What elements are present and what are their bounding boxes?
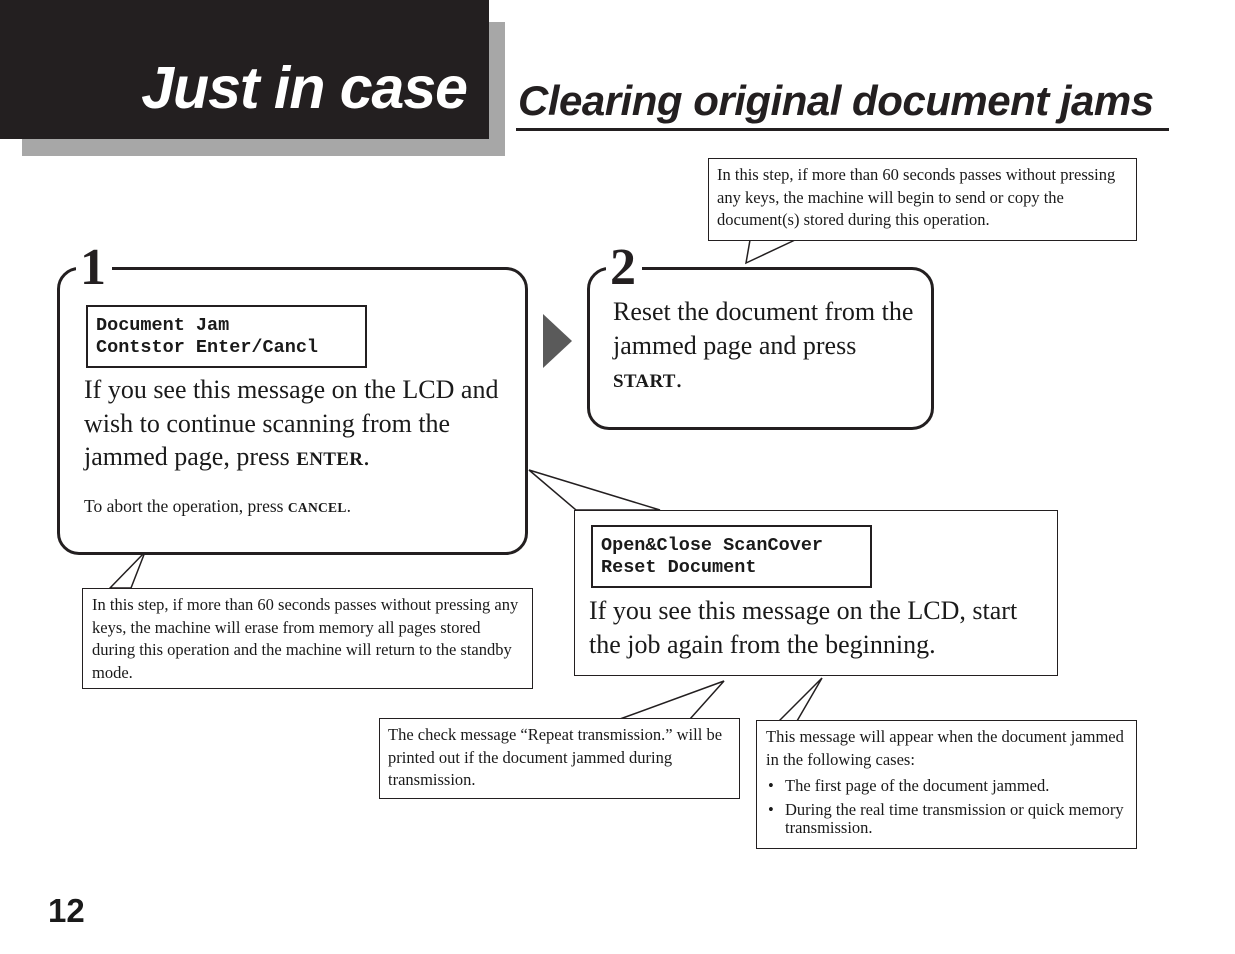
timeout-erase-note: In this step, if more than 60 seconds passes without pressing any keys, the machine will erase from memory all pages stored during this operation and the machine will return to the standby mode. bbox=[82, 588, 533, 689]
pointer-appear-note bbox=[779, 678, 822, 721]
step1-abort-instruction bbox=[84, 494, 351, 520]
timeout-send-note: In this step, if more than 60 seconds passes without pressing any keys, the machine will begin to send or copy the document(s) stored during this operation. bbox=[708, 158, 1137, 241]
lcd-line: Reset Document bbox=[601, 557, 757, 578]
appear-cases-note bbox=[756, 720, 1137, 849]
enter-key-label: ENTER bbox=[296, 449, 364, 470]
pointer-top-note bbox=[746, 240, 795, 263]
page-number: 12 bbox=[48, 892, 85, 929]
abort-text: To abort the operation, press bbox=[84, 496, 288, 516]
abort-text-end: . bbox=[346, 496, 352, 516]
lcd-line: Document Jam bbox=[96, 315, 230, 336]
step1-number: 1 bbox=[76, 241, 112, 295]
step2-instruction-text: Reset the document from the jammed page and press bbox=[613, 297, 914, 360]
next-step-arrow-icon bbox=[543, 314, 573, 368]
pointer-check-note bbox=[620, 681, 724, 719]
scan-cover-lcd-display bbox=[591, 525, 872, 588]
list-item: • During the real time transmission or quick memory transmission. bbox=[766, 801, 1127, 837]
step1-instruction-end: . bbox=[363, 442, 370, 471]
step2-number: 2 bbox=[606, 241, 642, 295]
step1-lcd-display bbox=[86, 305, 367, 368]
step2-instruction bbox=[613, 295, 923, 399]
cancel-key-label: CANCEL bbox=[287, 500, 347, 515]
appear-cases-list bbox=[766, 777, 1127, 837]
pointer-left-note bbox=[110, 552, 145, 588]
check-message-note: The check message “Repeat transmission.” will be printed out if the document jammed during transmission. bbox=[379, 718, 740, 799]
step2-instruction-end: . bbox=[675, 364, 683, 393]
lcd-line: Open&Close ScanCover bbox=[601, 535, 824, 556]
list-item: • The first page of the document jammed. bbox=[766, 777, 1127, 795]
step1-instruction-text: If you see this message on the LCD and wish to continue scanning from the jammed page, press bbox=[84, 375, 499, 471]
pointer-step1-scan bbox=[529, 470, 660, 510]
appear-cases-intro: This message will appear when the document jammed in the following cases: bbox=[766, 727, 1124, 769]
chapter-title: Just in case bbox=[141, 55, 467, 121]
section-title: Clearing original document jams bbox=[518, 77, 1154, 124]
scan-cover-instruction: If you see this message on the LCD, start the job again from the beginning. bbox=[589, 596, 1018, 659]
start-key-label: START bbox=[613, 371, 676, 392]
step1-instruction bbox=[84, 373, 524, 477]
lcd-line: Contstor Enter/Cancl bbox=[96, 337, 319, 358]
